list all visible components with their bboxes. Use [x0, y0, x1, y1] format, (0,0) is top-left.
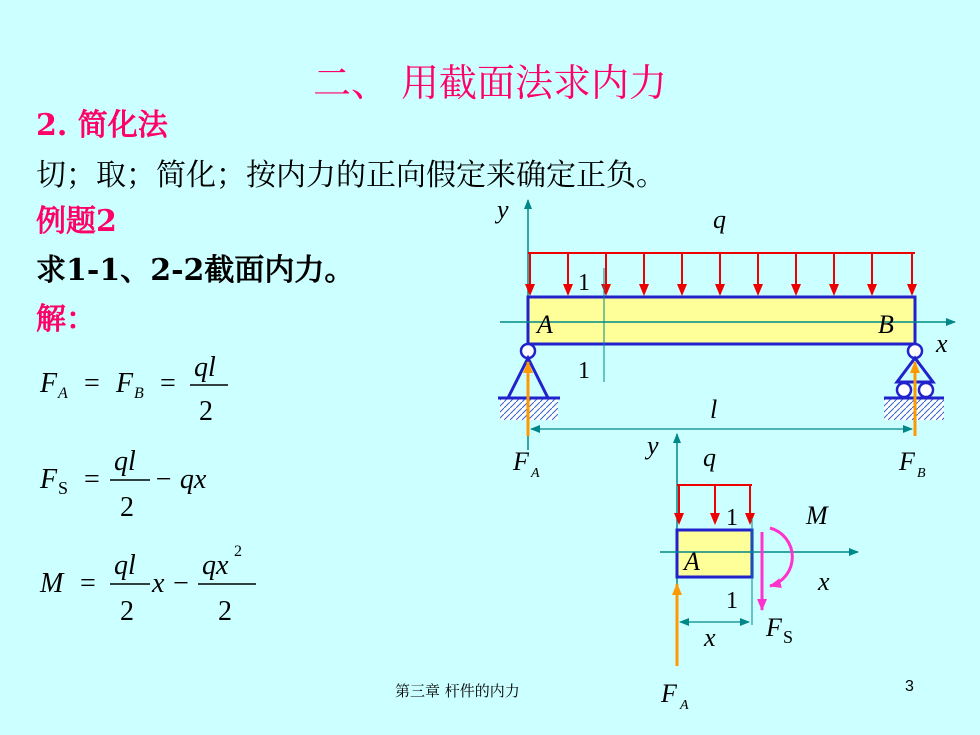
page-number: 3 — [905, 678, 914, 695]
example-heading: 例题2 — [36, 204, 117, 239]
point-b-label: B — [878, 310, 894, 339]
fa-symbol: F — [40, 368, 58, 399]
example-question: 求1-1、2-2截面内力。 — [36, 253, 355, 288]
solution-label: 解： — [36, 302, 96, 337]
y-axis-label: y — [497, 195, 509, 224]
equals-sign: = — [84, 368, 100, 399]
fbd-section-bottom: 1 — [726, 588, 738, 614]
superscript: 2 — [234, 543, 242, 560]
load-arrow — [867, 253, 877, 296]
shear-symbol: F — [766, 613, 782, 642]
moment-arrow — [770, 528, 792, 586]
main-beam-group — [494, 195, 955, 481]
fraction-denominator: 2 — [199, 396, 213, 427]
slide-title: 二、 用截面法求内力 — [312, 61, 668, 105]
section-label-top: 1 — [578, 270, 590, 296]
fbd-x-label: x — [818, 567, 830, 596]
moment-mid: x − — [152, 568, 191, 599]
shear-tail: − qx — [154, 464, 207, 495]
fbd-load-arrows — [674, 485, 755, 525]
reaction-b-symbol: F — [899, 447, 915, 476]
method-heading: 2. 简化法 — [36, 108, 168, 143]
fa-subscript: A — [58, 385, 68, 402]
fraction-denominator: 2 — [120, 492, 134, 523]
shear-subscript: S — [783, 627, 794, 647]
load-arrow — [753, 253, 763, 296]
fb-subscript: B — [134, 385, 144, 402]
load-arrow — [601, 253, 611, 296]
footer-chapter: 第三章 杆件的内力 — [395, 682, 520, 700]
moment-label: M — [806, 501, 828, 530]
fs-symbol: F — [40, 464, 58, 495]
load-arrow — [710, 485, 720, 525]
fraction-numerator: ql — [114, 446, 136, 477]
load-arrow — [829, 253, 839, 296]
fbd-reaction-symbol: F — [661, 679, 677, 708]
fbd-section-top: 1 — [726, 505, 738, 531]
load-arrow — [677, 253, 687, 296]
m-symbol: M — [40, 568, 64, 599]
load-arrow — [745, 485, 755, 525]
fbd-load-label: q — [703, 443, 716, 472]
equals-sign: = — [84, 464, 100, 495]
fraction-numerator: ql — [194, 352, 216, 383]
load-arrow — [907, 253, 917, 296]
load-arrow — [563, 253, 573, 296]
equals-sign: = — [80, 568, 96, 599]
fraction-numerator: qx — [202, 550, 229, 581]
equals-sign: = — [160, 368, 176, 399]
x-dimension-label: x — [704, 623, 716, 652]
method-steps: 切；取；简化；按内力的正向假定来确定正负。 — [36, 158, 666, 193]
fbd-y-label: y — [647, 431, 659, 460]
point-a-label: A — [537, 310, 553, 339]
beam — [528, 297, 915, 344]
reaction-b-subscript: B — [917, 466, 926, 481]
section-label-bottom: 1 — [578, 358, 590, 384]
fbd-reaction-subscript: A — [680, 698, 689, 713]
fs-subscript: S — [58, 478, 69, 498]
load-arrow — [791, 253, 801, 296]
load-arrow — [715, 253, 725, 296]
load-arrow — [525, 253, 535, 296]
fraction-denominator: 2 — [218, 596, 232, 627]
fraction-denominator: 2 — [120, 596, 134, 627]
load-label: q — [713, 205, 726, 234]
fbd-point-label: A — [684, 547, 700, 576]
fraction-numerator: ql — [114, 550, 136, 581]
reaction-a-symbol: F — [513, 447, 529, 476]
length-label: l — [710, 395, 718, 424]
free-body-diagram — [644, 431, 858, 713]
load-arrow — [639, 253, 649, 296]
x-axis-label: x — [936, 329, 948, 358]
reaction-a-subscript: A — [531, 466, 540, 481]
load-arrow — [674, 485, 684, 525]
fb-symbol: F — [116, 368, 134, 399]
